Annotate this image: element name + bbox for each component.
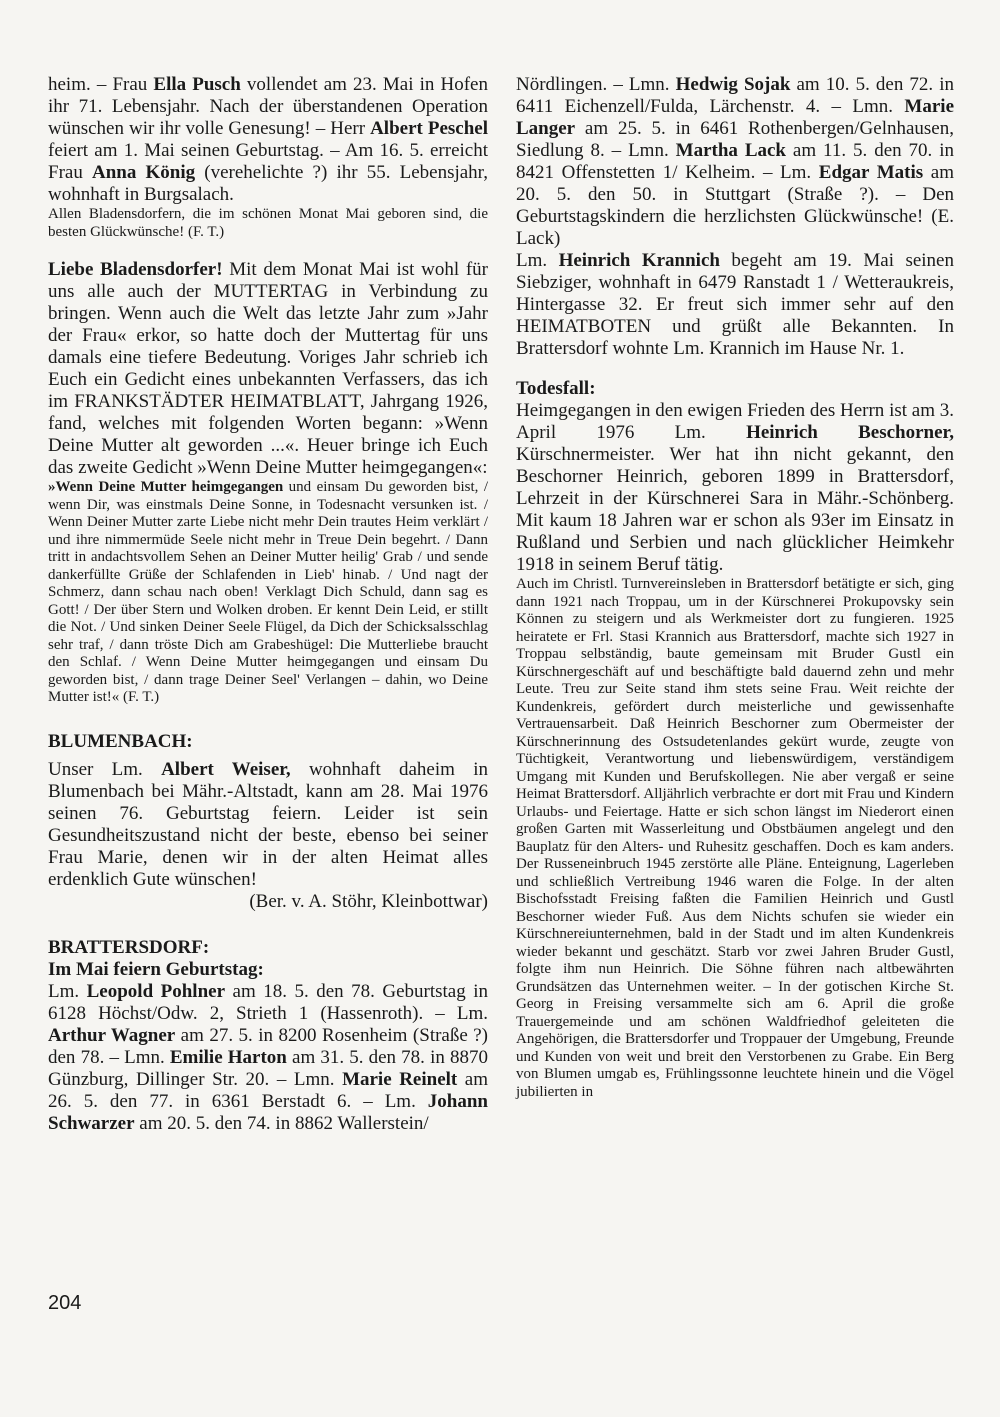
blumenbach-credit: (Ber. v. A. Stöhr, Kleinbottwar) <box>249 890 488 912</box>
person-name: Ella Pusch <box>153 74 241 95</box>
section-heading-todesfall: Todesfall: <box>516 378 596 399</box>
person-name: Heinrich Beschorner, <box>746 422 954 443</box>
person-name: Marie Langer <box>516 96 954 139</box>
muttertag-paragraph: Liebe Bladensdorfer! Mit dem Monat Mai ist wohl für uns alle auch der MUTTERTAG in Verbindung zu bringen. Wenn auch die Welt das letzte Jahr zum »Jahr der Frau« erkor, so hatte doch der Muttertag für uns damals eine tiefere Bedeutung. Voriges Jahr schrieb ich Euch ein Gedicht eines unbekannten Verfassers, das ich im FRANKSTÄDTER HEIMATBLATT, Jahrgang 1926, fand, welches mit folgenden Worten begann: »Wenn Deine Mutter alt geworden ...«. Heuer bringe ich Euch das zweite Gedicht »Wenn Deine Mutter heimgegangen«: <box>48 259 488 478</box>
birthday-subheading: Im Mai feiern Geburtstag: <box>48 958 264 980</box>
birthday-wishes: Allen Bladensdorfern, die im schönen Monat Mai geboren sind, die besten Glückwünsche! (F. T.) <box>48 206 488 240</box>
muttertag-lead: Liebe Bladensdorfer! <box>48 259 223 280</box>
obituary-text: Auch im Christl. Turnvereinsleben in Brattersdorf betätigte er sich, ging dann 1921 nach Troppau, um in der Kürschnerei Prokupovsky sein Können zu steigern und als Werkmeister dort zu fungieren. 1925 heiratete er Frl. Stasi Krannich aus Brattersdorf, machte sich 1927 in Troppau selbständig, baute gemeinsam mit Bruder Gustl ein Kürschnergeschäft auf und beschäftigte bald dauernd zehn und mehr Leute. Treu zur Seite stand ihm stets seine Frau. Weit reichte der Kundenkreis, gefördert durch meisterliche und gewissenhafte Vertrauensarbeit. Daß Heinrich Beschorner zum Obermeister der Kürschnerinnung des Ostsudetenlandes gekürt wurde, zeugte von Tüchtigkeit, Verantwortung und liebenswürdigem, verständigem Umgang mit Kunden und Berufskollegen. Nie aber vergaß er seine Heimat Brattersdorf. Alljährlich verbrachte er dort mit Frau und Kindern Urlaubs- und Feiertage. Hatte er sich schon längst im Niederort einen großen Garten mit Wasserleitung und Obstbäumen angelegt und den Bauplatz für den Alters- und Ruhesitz geschaffen. Doch es kam anders. Der Russeneinbruch 1945 zerstörte alle Pläne. Enteignung, Lagerleben und schließlich Vertreibung 1946 waren die Folge. In der alten Bischofsstadt Freising faßten die Familien Heinrich und Gustl Beschorner wieder Fuß. Aus dem Nichts schufen sie wieder ein Kürschnereiunternehmen, bald in der Stadt und im alten Kundenkreis wieder bekannt und geschätzt. Starb vor zwei Jahren Bruder Gustl, folgte ihm nun Heinrich. Die Söhne führen nach altbewährten Grundsätzen das Unternehmen weiter. – In der gotischen Kirche St. Georg in Freising versammelte sich am 6. April die große Trauergemeinde und am schönen Waldfriedhof geleiteten die Angehörigen, die Brattersdorfer und Troppauer der Umgebung, Freunde und Kunden von weit und breit den Verstorbenen zu Grabe. Ein Berg von Blumen umgab es, Frühlingssonne leuchtete hinein und die Vögel jubilierten in <box>516 576 954 1100</box>
birthday-list-continued: Nördlingen. – Lmn. Hedwig Sojak am 10. 5. den 72. in 6411 Eichenzell/Fulda, Lärchenstr. 4. – Lmn. Marie Langer am 25. 5. in 6461 Rothenbergen/Gelnhausen, Siedlung 8. – Lmn. Martha Lack am 11. 5. den 70. in 8421 Offenstetten 1/ Kelheim. – Lm. Edgar Matis am 20. 5. den 50. in Stuttgart (Straße ?). – Den Geburtstagskindern die herzlichsten Glückwünsche! (E. Lack) <box>516 74 954 249</box>
person-name: Edgar Matis <box>818 162 924 183</box>
left-column <box>48 74 488 1135</box>
page-number: 204 <box>48 1292 82 1314</box>
krannich-paragraph: Lm. Heinrich Krannich begeht am 19. Mai seinen Siebziger, wohnhaft in 6479 Ranstadt 1 / Wetteraukreis, Hintergasse 32. Er freut sich immer sehr auf den HEIMATBOTEN und grüßt alle Bekannten. In Brattersdorf wohnte Lm. Krannich im Hause Nr. 1. <box>516 250 954 359</box>
person-name: Anna König <box>91 162 196 183</box>
section-heading-brattersdorf: BRATTERSDORF: <box>48 936 210 958</box>
todesfall-paragraph: Heimgegangen in den ewigen Frieden des Herrn ist am 3. April 1976 Lm. Heinrich Beschorner, Kürschnermeister. Wer hat ihn nicht gekannt, den Beschorner Heinrich, geboren 1899 in Brattersdorf, Lehrzeit in der Kürschnerei Sara in Mähr.-Schönberg. Mit kaum 18 Jahren war er schon als 93er im Einsatz in Rußland und Serbien und nach glücklicher Heimkehr 1918 in seinem Beruf tätig. <box>516 400 954 575</box>
section-heading-blumenbach: BLUMENBACH: <box>48 730 193 752</box>
poem-lead: »Wenn Deine Mutter heimgegangen <box>48 479 284 495</box>
person-name: Arthur Wagner <box>48 1024 176 1046</box>
person-name: Martha Lack <box>675 140 786 161</box>
person-name: Heinrich Krannich <box>558 250 720 271</box>
person-name: Emilie Harton <box>169 1046 287 1068</box>
right-column <box>516 74 954 1101</box>
person-name: Johann Schwarzer <box>48 1090 488 1134</box>
person-name: Marie Reinelt <box>342 1068 458 1090</box>
poem: »Wenn Deine Mutter heimgegangen und einsam Du geworden bist, / wenn Dir, was einstmals Deine Sonne, in Todesnacht versunken ist. / Wenn Deiner Mutter zarte Liebe nicht mehr Dein trautes Heim verklärt / und ihre nimmermüde Seele nicht mehr in Treue Dein begehrt. / Dann tritt in andachtsvollem Sehen an Deiner Mutter heilig' Grab / und sende dankerfüllte Grüße der Schlafenden in Lieb' hinab. / Und nagt der Schmerz, dann schau nach oben! Verklagt Dich Schuld, dann sag es Gott! / Der über Stern und Wolken droben. Er kennt Dein Leid, er stillt die Not. / Und sinken Deiner Seele Flügel, da Dich der Schicksalsschlag sehr traf, / dann tröste Dich am Grabeshügel: Die Mutterliebe braucht den Schlaf. / Wenn Deine Mutter heimgegangen und einsam Du geworden bist, / dann trage Deiner Seel' Verlangen – dahin, wo Deine Mutter ist!« (F. T.) <box>48 479 488 705</box>
intro-paragraph: heim. – Frau Ella Pusch vollendet am 23. Mai in Hofen ihr 71. Lebensjahr. Nach der überstandenen Operation wünschen wir ihr volle Genesung! – Herr Albert Peschel feiert am 1. Mai seinen Geburtstag. – Am 16. 5. erreicht Frau Anna König (verehelichte ?) ihr 55. Lebensjahr, wohnhaft in Burgsalach. <box>48 74 489 205</box>
person-name: Leopold Pohlner <box>86 980 226 1002</box>
birthday-list: Lm. Leopold Pohlner am 18. 5. den 78. Geburtstag in 6128 Höchst/Odw. 2, Strieth 1 (Hassenroth). – Lm. Arthur Wagner am 27. 5. in 8200 Rosenheim (Straße ?) den 78. – Lmn. Emilie Harton am 31. 5. den 78. in 8870 Günzburg, Dillinger Str. 20. – Lmn. Marie Reinelt am 26. 5. den 77. in 6361 Berstadt 6. – Lm. Johann Schwarzer am 20. 5. den 74. in 8862 Wallerstein/ <box>48 980 489 1134</box>
person-name: Albert Peschel <box>370 118 488 139</box>
person-name: Hedwig Sojak <box>675 74 791 95</box>
blumenbach-paragraph: Unser Lm. Albert Weiser, wohnhaft daheim in Blumenbach bei Mähr.-Altstadt, kann am 28. Mai 1976 seinen 76. Geburtstag feiern. Leider ist sein Gesundheitszustand nicht der beste, ebenso bei seiner Frau Marie, denen wir in der alten Heimat alles erdenklich Gute wünschen! <box>48 758 488 890</box>
person-name: Albert Weiser, <box>161 758 291 780</box>
